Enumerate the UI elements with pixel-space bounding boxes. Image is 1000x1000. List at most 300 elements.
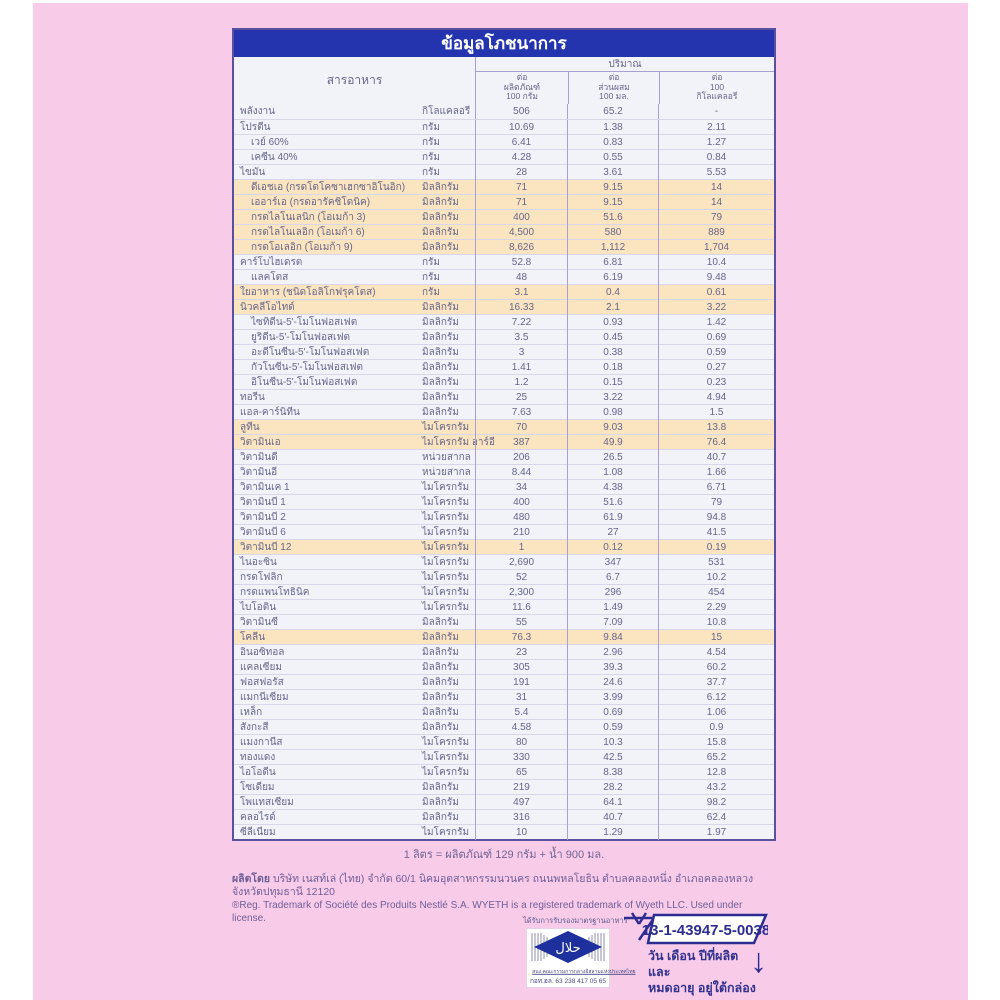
table-row	[234, 374, 774, 389]
halal-number: กอท.ฮล. 63 238 417 05 65	[529, 978, 607, 985]
table-row	[234, 209, 774, 224]
unit-cell: มิลลิกรัม	[422, 721, 459, 733]
value-per-100ml-mix-cell: 3.99	[567, 690, 658, 705]
value-per-100ml-mix-cell: 580	[567, 225, 658, 240]
table-row	[234, 389, 774, 404]
table-row	[234, 299, 774, 314]
value-per-100g-product-cell: 6.41	[475, 135, 567, 150]
unit-cell: ไมโครกรัม	[422, 511, 470, 523]
value-per-100g-product-cell: 34	[475, 480, 567, 495]
unit-cell: กรัม	[422, 121, 441, 133]
value-per-100kcal-cell: 0.19	[658, 540, 774, 555]
table-row	[234, 434, 774, 449]
unit-cell: มิลลิกรัม	[422, 676, 459, 688]
value-per-100ml-mix-cell: 49.9	[567, 435, 658, 450]
nutrient-name-cell: วิตามินบี 2	[240, 511, 286, 523]
value-per-100kcal-cell: 0.27	[658, 360, 774, 375]
nutrient-name-cell: แอล-คาร์นิทีน	[240, 406, 300, 418]
value-per-100kcal-cell: 43.2	[658, 780, 774, 795]
nutrient-name-cell: กรดไลโนเลอิก (โอเมก้า 6)	[251, 226, 365, 238]
value-per-100kcal-cell: 1.42	[658, 315, 774, 330]
unit-cell: ไมโครกรัม อาร์อี	[422, 436, 495, 448]
unit-cell: มิลลิกรัม	[422, 811, 459, 823]
value-per-100g-product-cell: 10.69	[475, 120, 567, 135]
nutrient-name-cell: ดีเอชเอ (กรดโดโคซาเฮกซาอิโนอิก)	[251, 181, 406, 193]
value-per-100ml-mix-cell: 26.5	[567, 450, 658, 465]
unit-cell: มิลลิกรัม	[422, 616, 459, 628]
nutrition-panel	[232, 28, 776, 925]
unit-cell: ไมโครกรัม	[422, 481, 470, 493]
value-per-100g-product-cell: 3.1	[475, 285, 567, 300]
value-per-100kcal-cell: 40.7	[658, 450, 774, 465]
unit-cell: มิลลิกรัม	[422, 376, 459, 388]
nutrient-name-cell: ไซทิดีน-5'-โมโนฟอสเฟต	[251, 316, 358, 328]
table-row	[234, 524, 774, 539]
nutrient-name-cell: โซเดียม	[240, 781, 275, 793]
value-per-100kcal-cell: 62.4	[658, 810, 774, 825]
table-row	[234, 704, 774, 719]
table-row	[234, 584, 774, 599]
amount-header: ปริมาณ	[476, 57, 774, 72]
value-per-100kcal-cell: 10.8	[658, 615, 774, 630]
value-per-100ml-mix-cell: 10.3	[567, 735, 658, 750]
table-row	[234, 719, 774, 734]
unit-cell: ไมโครกรัม	[422, 571, 470, 583]
value-per-100ml-mix-cell: 0.15	[567, 375, 658, 390]
value-per-100ml-mix-cell: 65.2	[567, 104, 658, 119]
nutrient-name-cell: นิวคลีโอไทด์	[240, 301, 295, 313]
value-per-100ml-mix-cell: 0.12	[567, 540, 658, 555]
unit-cell: มิลลิกรัม	[422, 691, 459, 703]
unit-cell: มิลลิกรัม	[422, 181, 459, 193]
halal-logo-box	[527, 929, 636, 987]
unit-cell: มิลลิกรัม	[422, 631, 459, 643]
nutrient-name-cell: แมงกานีส	[240, 736, 283, 748]
unit-cell: ไมโครกรัม	[422, 766, 470, 778]
value-per-100g-product-cell: 316	[475, 810, 567, 825]
nutrient-name-cell: อินอซิทอล	[240, 646, 285, 658]
nutrient-name-cell: กรดโอเลอิก (โอเมก้า 9)	[251, 241, 353, 253]
value-per-100kcal-cell: 79	[658, 495, 774, 510]
value-per-100ml-mix-cell: 1.08	[567, 465, 658, 480]
fda-number: 13-1-43947-5-0038	[641, 922, 768, 939]
value-per-100ml-mix-cell: 9.03	[567, 420, 658, 435]
value-per-100g-product-cell: 4.28	[475, 150, 567, 165]
table-row	[234, 809, 774, 824]
value-per-100ml-mix-cell: 61.9	[567, 510, 658, 525]
value-per-100ml-mix-cell: 39.3	[567, 660, 658, 675]
value-per-100ml-mix-cell: 8.38	[567, 765, 658, 780]
value-per-100g-product-cell: 8,626	[475, 240, 567, 255]
table-row	[234, 734, 774, 749]
value-per-100kcal-cell: 4.94	[658, 390, 774, 405]
trademark-line: ®Reg. Trademark of Société des Produits Nestlé S.A. WYETH is a registered trademark of Wyeth LLC. Used under license.	[232, 899, 743, 924]
unit-cell: มิลลิกรัม	[422, 706, 459, 718]
value-per-100g-product-cell: 7.22	[475, 315, 567, 330]
halal-arabic-text: حلال	[555, 940, 581, 955]
manufacturer-line	[232, 873, 776, 899]
value-per-100g-product-cell: 80	[475, 735, 567, 750]
value-per-100kcal-cell: 0.9	[658, 720, 774, 735]
nutrient-name-cell: วิตามินอี	[240, 466, 278, 478]
value-per-100ml-mix-cell: 9.15	[567, 195, 658, 210]
value-per-100g-product-cell: 305	[475, 660, 567, 675]
nutrient-name-cell: แลคโตส	[251, 271, 289, 283]
value-per-100g-product-cell: 65	[475, 765, 567, 780]
value-per-100g-product-cell: 497	[475, 795, 567, 810]
table-row	[234, 569, 774, 584]
value-per-100g-product-cell: 8.44	[475, 465, 567, 480]
nutrient-name-cell: แมกนีเซียม	[240, 691, 289, 703]
table-title: ข้อมูลโภชนาการ	[234, 30, 774, 57]
value-per-100ml-mix-cell: 0.98	[567, 405, 658, 420]
unit-cell: มิลลิกรัม	[422, 211, 459, 223]
table-row	[234, 779, 774, 794]
unit-cell: ไมโครกรัม	[422, 556, 470, 568]
table-row	[234, 224, 774, 239]
value-per-100kcal-cell: 94.8	[658, 510, 774, 525]
table-row	[234, 824, 774, 839]
col-header-per-100kcal: ต่อ 100 กิโลแคลอรี	[659, 72, 774, 104]
table-row	[234, 419, 774, 434]
halal-certification-block	[523, 915, 636, 987]
unit-cell: กรัม	[422, 256, 441, 268]
value-per-100kcal-cell: 1.06	[658, 705, 774, 720]
value-per-100kcal-cell: 15.8	[658, 735, 774, 750]
nutrient-name-cell: เออาร์เอ (กรดอารัคชิโดนิค)	[251, 196, 371, 208]
value-per-100ml-mix-cell: 0.4	[567, 285, 658, 300]
value-per-100g-product-cell: 5.4	[475, 705, 567, 720]
value-per-100kcal-cell: 2.29	[658, 600, 774, 615]
table-row	[234, 614, 774, 629]
amount-header-group	[475, 57, 774, 104]
value-per-100kcal-cell: 0.23	[658, 375, 774, 390]
unit-cell: ไมโครกรัม	[422, 496, 470, 508]
value-per-100ml-mix-cell: 0.55	[567, 150, 658, 165]
table-row	[234, 359, 774, 374]
nutrient-name-cell: ยูริดีน-5'-โมโนฟอสเฟต	[251, 331, 351, 343]
table-row	[234, 344, 774, 359]
nutrient-name-cell: เคซีน 40%	[251, 151, 298, 163]
value-per-100ml-mix-cell: 0.38	[567, 345, 658, 360]
nutrient-name-cell: กัวโนซีน-5'-โมโนฟอสเฟต	[251, 361, 363, 373]
manufacturer-label: ผลิตโดย	[232, 872, 271, 885]
unit-cell: มิลลิกรัม	[422, 226, 459, 238]
table-row	[234, 314, 774, 329]
value-per-100g-product-cell: 31	[475, 690, 567, 705]
halal-org-text: สนง.คณะกรรมการกลางอิสลามแห่งประเทศไทย	[532, 969, 636, 975]
value-per-100ml-mix-cell: 7.09	[567, 615, 658, 630]
value-per-100ml-mix-cell: 6.19	[567, 270, 658, 285]
production-date-note: วัน เดือน ปีที่ผลิต และ หมดอายุ อยู่ใต้กล่อง	[648, 949, 756, 995]
unit-cell: หน่วยสากล	[422, 466, 471, 478]
value-per-100ml-mix-cell: 0.18	[567, 360, 658, 375]
unit-cell: ไมโครกรัม	[422, 541, 470, 553]
table-row	[234, 449, 774, 464]
table-row	[234, 269, 774, 284]
unit-cell: กิโลแคลอรี	[422, 105, 471, 117]
unit-cell: กรัม	[422, 286, 441, 298]
value-per-100kcal-cell: 5.53	[658, 165, 774, 180]
value-per-100ml-mix-cell: 6.81	[567, 255, 658, 270]
unit-cell: ไมโครกรัม	[422, 526, 470, 538]
nutrient-name-cell: วิตามินเอ	[240, 436, 281, 448]
value-per-100g-product-cell: 52.8	[475, 255, 567, 270]
value-per-100kcal-cell: 1.97	[658, 825, 774, 840]
value-per-100g-product-cell: 400	[475, 495, 567, 510]
unit-cell: มิลลิกรัม	[422, 781, 459, 793]
table-row	[234, 749, 774, 764]
dilution-footnote: 1 ลิตร = ผลิตภัณฑ์ 129 กรัม + น้ำ 900 มล.	[403, 848, 605, 861]
table-row	[234, 554, 774, 569]
value-per-100g-product-cell: 55	[475, 615, 567, 630]
value-per-100g-product-cell: 1.41	[475, 360, 567, 375]
table-row	[234, 164, 774, 179]
unit-cell: กรัม	[422, 271, 441, 283]
value-per-100kcal-cell: 0.61	[658, 285, 774, 300]
value-per-100ml-mix-cell: 51.6	[567, 210, 658, 225]
table-row	[234, 509, 774, 524]
value-per-100kcal-cell: 1.5	[658, 405, 774, 420]
value-per-100kcal-cell: 41.5	[658, 525, 774, 540]
value-per-100kcal-cell: 2.11	[658, 120, 774, 135]
table-row	[234, 404, 774, 419]
nutrient-name-cell: ไขมัน	[240, 166, 266, 178]
value-per-100kcal-cell: 65.2	[658, 750, 774, 765]
unit-cell: ไมโครกรัม	[422, 586, 470, 598]
halal-logo-icon	[530, 931, 606, 963]
nutrient-name-cell: คาร์โบไฮเดรต	[240, 256, 303, 268]
value-per-100kcal-cell: -	[658, 104, 774, 119]
unit-cell: ไมโครกรัม	[422, 601, 470, 613]
unit-cell: ไมโครกรัม	[422, 421, 470, 433]
value-per-100g-product-cell: 16.33	[475, 300, 567, 315]
value-per-100ml-mix-cell: 1,112	[567, 240, 658, 255]
table-row	[234, 479, 774, 494]
value-per-100kcal-cell: 454	[658, 585, 774, 600]
value-per-100g-product-cell: 11.6	[475, 600, 567, 615]
nutrient-name-cell: โพแทสเซียม	[240, 796, 294, 808]
table-row	[234, 674, 774, 689]
value-per-100kcal-cell: 889	[658, 225, 774, 240]
value-per-100kcal-cell: 1.27	[658, 135, 774, 150]
value-per-100kcal-cell: 13.8	[658, 420, 774, 435]
value-per-100kcal-cell: 76.4	[658, 435, 774, 450]
value-per-100g-product-cell: 76.3	[475, 630, 567, 645]
value-per-100kcal-cell: 531	[658, 555, 774, 570]
unit-cell: มิลลิกรัม	[422, 346, 459, 358]
value-per-100g-product-cell: 191	[475, 675, 567, 690]
nutrient-name-cell: ใยอาหาร (ชนิดโอลิโกฟรุคโตส)	[240, 286, 376, 298]
nutrient-name-cell: อิโนซีน-5'-โมโนฟอสเฟต	[251, 376, 358, 388]
value-per-100g-product-cell: 71	[475, 180, 567, 195]
value-per-100kcal-cell: 3.22	[658, 300, 774, 315]
value-per-100kcal-cell: 9.48	[658, 270, 774, 285]
value-per-100ml-mix-cell: 3.61	[567, 165, 658, 180]
unit-cell: มิลลิกรัม	[422, 196, 459, 208]
value-per-100g-product-cell: 1.2	[475, 375, 567, 390]
table-row	[234, 179, 774, 194]
value-per-100kcal-cell: 6.12	[658, 690, 774, 705]
value-per-100ml-mix-cell: 0.93	[567, 315, 658, 330]
nutrient-name-cell: วิตามินบี 1	[240, 496, 286, 508]
value-per-100g-product-cell: 28	[475, 165, 567, 180]
value-per-100g-product-cell: 2,690	[475, 555, 567, 570]
nutrient-name-cell: กรดโฟลิก	[240, 571, 283, 583]
nutrient-name-cell: ซีลีเนียม	[240, 826, 276, 838]
value-per-100kcal-cell: 10.4	[658, 255, 774, 270]
down-arrow-icon: ↓	[750, 942, 767, 980]
unit-cell: กรัม	[422, 166, 441, 178]
table-row	[234, 104, 774, 119]
value-per-100ml-mix-cell: 347	[567, 555, 658, 570]
value-per-100kcal-cell: 79	[658, 210, 774, 225]
value-per-100ml-mix-cell: 0.59	[567, 720, 658, 735]
value-per-100ml-mix-cell: 1.29	[567, 825, 658, 840]
value-per-100g-product-cell: 23	[475, 645, 567, 660]
value-per-100g-product-cell: 330	[475, 750, 567, 765]
value-per-100ml-mix-cell: 0.45	[567, 330, 658, 345]
value-per-100g-product-cell: 4.58	[475, 720, 567, 735]
value-per-100ml-mix-cell: 9.15	[567, 180, 658, 195]
nutrient-name-cell: โคลีน	[240, 631, 266, 643]
nutrient-name-cell: ไอโอดีน	[240, 766, 276, 778]
table-row	[234, 239, 774, 254]
value-per-100ml-mix-cell: 28.2	[567, 780, 658, 795]
nutrient-name-cell: วิตามินบี 6	[240, 526, 286, 538]
table-row	[234, 659, 774, 674]
nutrient-name-cell: วิตามินดี	[240, 451, 278, 463]
table-row	[234, 764, 774, 779]
value-per-100kcal-cell: 4.54	[658, 645, 774, 660]
nutrient-name-cell: วิตามินซี	[240, 616, 278, 628]
table-row	[234, 149, 774, 164]
value-per-100ml-mix-cell: 296	[567, 585, 658, 600]
table-row	[234, 794, 774, 809]
nutrient-name-cell: ไบโอติน	[240, 601, 277, 613]
value-per-100g-product-cell: 52	[475, 570, 567, 585]
nutrition-table-body	[234, 104, 774, 839]
value-per-100kcal-cell: 14	[658, 195, 774, 210]
value-per-100ml-mix-cell: 51.6	[567, 495, 658, 510]
value-per-100g-product-cell: 3.5	[475, 330, 567, 345]
unit-cell: มิลลิกรัม	[422, 661, 459, 673]
table-row	[234, 494, 774, 509]
unit-cell: กรัม	[422, 151, 441, 163]
value-per-100kcal-cell: 12.8	[658, 765, 774, 780]
nutrient-name-cell: ลูทีน	[240, 421, 260, 433]
nutrient-name-cell: คลอไรด์	[240, 811, 276, 823]
unit-cell: มิลลิกรัม	[422, 406, 459, 418]
table-header	[234, 57, 774, 104]
value-per-100g-product-cell: 48	[475, 270, 567, 285]
nutrient-name-cell: โปรตีน	[240, 121, 271, 133]
value-per-100g-product-cell: 506	[475, 104, 567, 119]
value-per-100g-product-cell: 480	[475, 510, 567, 525]
nutrient-name-cell: ไนอะซิน	[240, 556, 277, 568]
unit-cell: ไมโครกรัม	[422, 736, 470, 748]
unit-cell: มิลลิกรัม	[422, 316, 459, 328]
table-row	[234, 689, 774, 704]
table-row	[234, 599, 774, 614]
value-per-100kcal-cell: 98.2	[658, 795, 774, 810]
unit-cell: มิลลิกรัม	[422, 646, 459, 658]
value-per-100ml-mix-cell: 1.38	[567, 120, 658, 135]
unit-cell: ไมโครกรัม	[422, 826, 470, 838]
manufacturer-address: บริษัท เนสท์เล่ (ไทย) จำกัด 60/1 นิคมอุตสาหกรรมนวนคร ถนนพหลโยธิน ตำบลคลองหนึ่ง อำเภอคลองหลวง จังหวัดปทุมธานี 12120	[232, 872, 754, 898]
value-per-100kcal-cell: 1,704	[658, 240, 774, 255]
value-per-100ml-mix-cell: 6.7	[567, 570, 658, 585]
nutrient-name-cell: กรดไลโนเลนิก (โอเมก้า 3)	[251, 211, 366, 223]
unit-cell: กรัม	[422, 136, 441, 148]
nutrition-table	[232, 28, 776, 841]
nutrient-name-cell: แคลเซียม	[240, 661, 282, 673]
nutrient-name-cell: กรดแพนโทธินิค	[240, 586, 310, 598]
value-per-100kcal-cell: 60.2	[658, 660, 774, 675]
nutrient-name-cell: อะดีโนซีน-5'-โมโนฟอสเฟต	[251, 346, 370, 358]
col-header-per-100g-product: ต่อ ผลิตภัณฑ์ 100 กรัม	[503, 72, 541, 101]
value-per-100ml-mix-cell: 9.84	[567, 630, 658, 645]
table-row	[234, 464, 774, 479]
nutrient-name-cell: ทอรีน	[240, 391, 265, 403]
value-per-100ml-mix-cell: 0.69	[567, 705, 658, 720]
value-per-100g-product-cell: 2,300	[475, 585, 567, 600]
nutrient-name-cell: สังกะสี	[240, 721, 269, 733]
value-per-100ml-mix-cell: 0.83	[567, 135, 658, 150]
unit-cell: มิลลิกรัม	[422, 301, 459, 313]
value-per-100g-product-cell: 3	[475, 345, 567, 360]
value-per-100kcal-cell: 0.84	[658, 150, 774, 165]
unit-cell: หน่วยสากล	[422, 451, 471, 463]
value-per-100g-product-cell: 387	[475, 435, 567, 450]
value-per-100ml-mix-cell: 3.22	[567, 390, 658, 405]
value-per-100ml-mix-cell: 2.1	[567, 300, 658, 315]
value-per-100ml-mix-cell: 1.49	[567, 600, 658, 615]
table-row	[234, 134, 774, 149]
value-per-100g-product-cell: 4,500	[475, 225, 567, 240]
value-per-100kcal-cell: 14	[658, 180, 774, 195]
value-per-100g-product-cell: 25	[475, 390, 567, 405]
halal-caption: ได้รับการรับรองมาตรฐานอาหาร	[523, 916, 628, 925]
table-row	[234, 254, 774, 269]
value-per-100ml-mix-cell: 4.38	[567, 480, 658, 495]
col-header-per-100ml-mix: ต่อ ส่วนผสม 100 มล.	[568, 72, 659, 104]
value-per-100kcal-cell: 6.71	[658, 480, 774, 495]
nutrient-name-cell: ทองแดง	[240, 751, 276, 763]
value-per-100ml-mix-cell: 42.5	[567, 750, 658, 765]
value-per-100ml-mix-cell: 40.7	[567, 810, 658, 825]
value-per-100ml-mix-cell: 2.96	[567, 645, 658, 660]
nutrient-name-cell: เหล็ก	[240, 706, 263, 718]
nutrient-column-header: สารอาหาร	[326, 72, 383, 87]
table-row	[234, 644, 774, 659]
value-per-100g-product-cell: 71	[475, 195, 567, 210]
value-per-100ml-mix-cell: 24.6	[567, 675, 658, 690]
value-per-100kcal-cell: 0.69	[658, 330, 774, 345]
unit-cell: มิลลิกรัม	[422, 361, 459, 373]
table-row	[234, 329, 774, 344]
unit-cell: ไมโครกรัม	[422, 751, 470, 763]
nutrient-name-cell: วิตามินบี 12	[240, 541, 292, 553]
value-per-100g-product-cell: 10	[475, 825, 567, 840]
unit-cell: มิลลิกรัม	[422, 241, 459, 253]
unit-cell: มิลลิกรัม	[422, 796, 459, 808]
value-per-100g-product-cell: 400	[475, 210, 567, 225]
unit-cell: มิลลิกรัม	[422, 391, 459, 403]
value-per-100kcal-cell: 10.2	[658, 570, 774, 585]
table-row	[234, 194, 774, 209]
value-per-100g-product-cell: 206	[475, 450, 567, 465]
